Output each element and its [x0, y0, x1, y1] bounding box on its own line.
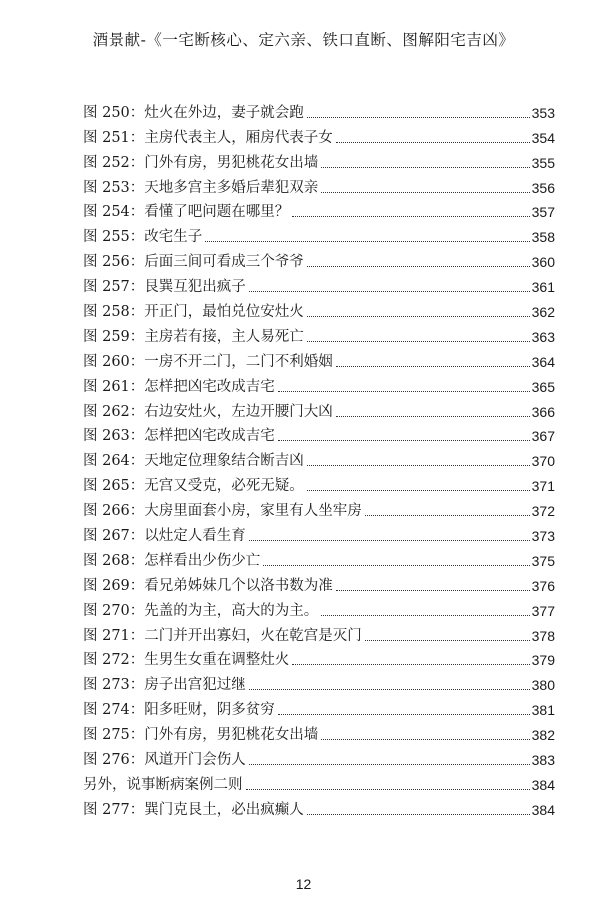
- toc-entry-label: 图 252：门外有房，男犯桃花女出墙: [83, 154, 319, 171]
- toc-entry-label: 图 256：后面三间可看成三个爷爷: [83, 254, 304, 271]
- toc-entry-page-number: 378: [531, 627, 555, 644]
- toc-entry-page-number: 360: [531, 254, 555, 271]
- toc-dot-leader: [336, 416, 530, 417]
- toc-entry-label: 图 263：怎样把凶宅改成吉宅: [83, 428, 275, 445]
- toc-entry-page-number: 363: [531, 328, 555, 345]
- toc-entry-page-number: 377: [531, 602, 555, 619]
- toc-entry-label: 图 262：右边安灶火，左边开腰门大凶: [83, 403, 333, 420]
- toc-dot-leader: [246, 789, 530, 790]
- toc-dot-leader: [278, 714, 530, 715]
- toc-entry-label: 图 271：二门并开出寡妇，火在乾宫是灭门: [83, 627, 362, 644]
- toc-dot-leader: [292, 664, 529, 665]
- toc-entry-label: 图 270：先盖的为主，高大的为主。: [83, 602, 319, 619]
- toc-dot-leader: [365, 640, 530, 641]
- toc-entry[interactable]: [83, 197, 555, 222]
- toc-entry-label: 图 261：怎样把凶宅改成吉宅: [83, 378, 275, 395]
- toc-entry[interactable]: [83, 570, 555, 595]
- toc-entry-page-number: 364: [531, 353, 555, 370]
- toc-entry-page-number: 365: [531, 378, 555, 395]
- toc-entry-label: 图 257：艮巽互犯出疯子: [83, 279, 246, 296]
- toc-entry-label: 图 268：怎样看出少伤少亡: [83, 552, 261, 569]
- toc-entry-page-number: 354: [531, 129, 555, 146]
- toc-entry[interactable]: [83, 719, 555, 744]
- toc-dot-leader: [307, 490, 530, 491]
- toc-dot-leader: [307, 117, 530, 118]
- toc-entry[interactable]: [83, 669, 555, 694]
- toc-dot-leader: [365, 515, 530, 516]
- toc-entry[interactable]: [83, 445, 555, 470]
- toc-entry[interactable]: [83, 545, 555, 570]
- toc-entry[interactable]: [83, 147, 555, 172]
- toc-entry-page-number: 356: [531, 179, 555, 196]
- toc-entry-page-number: 384: [531, 776, 555, 793]
- toc-entry[interactable]: [83, 769, 555, 794]
- toc-entry-page-number: 384: [531, 801, 555, 818]
- toc-entry-page-number: 379: [531, 652, 555, 669]
- toc-entry[interactable]: [83, 495, 555, 520]
- toc-entry[interactable]: [83, 122, 555, 147]
- toc-dot-leader: [249, 291, 530, 292]
- toc-entry[interactable]: [83, 744, 555, 769]
- toc-entry-page-number: 370: [531, 453, 555, 470]
- toc-entry[interactable]: [83, 246, 555, 271]
- toc-entry-label: 图 266：大房里面套小房，家里有人坐牢房: [83, 503, 362, 520]
- toc-entry-label: 图 269：看兄弟姊妹几个以洛书数为准: [83, 577, 333, 594]
- toc-dot-leader: [336, 142, 530, 143]
- toc-entry[interactable]: [83, 421, 555, 446]
- toc-dot-leader: [321, 167, 529, 168]
- toc-entry-page-number: 376: [531, 577, 555, 594]
- toc-dot-leader: [307, 316, 530, 317]
- toc-entry[interactable]: [83, 595, 555, 620]
- toc-entry-label: 图 259：主房若有接，主人易死亡: [83, 328, 304, 345]
- toc-entry[interactable]: [83, 620, 555, 645]
- toc-entry-page-number: 371: [531, 478, 555, 495]
- toc-entry[interactable]: [83, 794, 555, 819]
- toc-entry-page-number: 353: [531, 104, 555, 121]
- toc-entry-label: 图 250：灶火在外边，妻子就会跑: [83, 104, 304, 121]
- toc-dot-leader: [278, 391, 530, 392]
- toc-dot-leader: [321, 192, 529, 193]
- toc-entry-page-number: 357: [531, 204, 555, 221]
- toc-dot-leader: [307, 814, 530, 815]
- toc-entry-page-number: 373: [531, 528, 555, 545]
- toc-entry[interactable]: [83, 346, 555, 371]
- toc-entry-label: 图 275：门外有房，男犯桃花女出墙: [83, 727, 319, 744]
- toc-entry-page-number: 361: [531, 279, 555, 296]
- toc-dot-leader: [336, 590, 530, 591]
- toc-entry-page-number: 355: [531, 154, 555, 171]
- toc-dot-leader: [249, 689, 530, 690]
- toc-entry[interactable]: [83, 520, 555, 545]
- toc-dot-leader: [278, 440, 530, 441]
- toc-dot-leader: [205, 241, 529, 242]
- toc-entry[interactable]: [83, 694, 555, 719]
- toc-dot-leader: [307, 341, 530, 342]
- toc-entry-label: 图 255：改宅生子: [83, 229, 203, 246]
- toc-entry[interactable]: [83, 271, 555, 296]
- toc-entry[interactable]: [83, 396, 555, 421]
- toc-entry-page-number: 367: [531, 428, 555, 445]
- toc-dot-leader: [249, 764, 530, 765]
- toc-entry-page-number: 358: [531, 229, 555, 246]
- page-header-title: 酒景献-《一宅断核心、定六亲、铁口直断、图解阳宅吉凶》: [92, 31, 515, 49]
- toc-entry[interactable]: [83, 371, 555, 396]
- toc-entry-page-number: 366: [531, 403, 555, 420]
- toc-dot-leader: [292, 216, 529, 217]
- toc-entry-label: 图 273：房子出宫犯过继: [83, 677, 246, 694]
- toc-entry-label: 图 274：阳多旺财，阴多贫穷: [83, 702, 275, 719]
- toc-dot-leader: [307, 266, 530, 267]
- toc-entry-label: 图 272：生男生女重在调整灶火: [83, 652, 290, 669]
- toc-entry-page-number: 383: [531, 752, 555, 769]
- toc-dot-leader: [249, 540, 530, 541]
- toc-entry[interactable]: [83, 97, 555, 122]
- toc-entry-label: 另外，说事断病案例二则: [83, 776, 243, 793]
- toc-entry-label: 图 276：风道开门会伤人: [83, 752, 246, 769]
- toc-dot-leader: [263, 565, 529, 566]
- toc-dot-leader: [321, 739, 529, 740]
- toc-entry-page-number: 375: [531, 552, 555, 569]
- table-of-contents: [83, 97, 555, 819]
- toc-entry[interactable]: [83, 221, 555, 246]
- toc-dot-leader: [321, 615, 529, 616]
- toc-entry-page-number: 380: [531, 677, 555, 694]
- toc-entry-page-number: 382: [531, 727, 555, 744]
- toc-entry-label: 图 251：主房代表主人，厢房代表子女: [83, 129, 333, 146]
- toc-entry-label: 图 260：一房不开二门，二门不利婚姻: [83, 353, 333, 370]
- toc-dot-leader: [336, 366, 530, 367]
- toc-entry-label: 图 265：无宫又受克，必死无疑。: [83, 478, 304, 495]
- toc-entry-label: 图 254：看懂了吧问题在哪里？: [83, 204, 290, 221]
- toc-entry[interactable]: [83, 645, 555, 670]
- toc-entry-label: 图 253：天地多宫主多婚后辈犯双亲: [83, 179, 319, 196]
- toc-entry-page-number: 381: [531, 702, 555, 719]
- toc-entry-label: 图 264：天地定位理象结合断吉凶: [83, 453, 304, 470]
- toc-entry[interactable]: [83, 470, 555, 495]
- toc-entry[interactable]: [83, 172, 555, 197]
- toc-entry[interactable]: [83, 296, 555, 321]
- toc-entry-label: 图 258：开正门，最怕兑位安灶火: [83, 304, 304, 321]
- toc-entry-label: 图 277：巽门克艮土，必出疯癫人: [83, 801, 304, 818]
- toc-entry[interactable]: [83, 321, 555, 346]
- toc-entry-page-number: 372: [531, 503, 555, 520]
- toc-entry-label: 图 267：以灶定人看生育: [83, 528, 246, 545]
- toc-entry-page-number: 362: [531, 304, 555, 321]
- toc-dot-leader: [307, 465, 530, 466]
- page-number: 12: [295, 876, 312, 892]
